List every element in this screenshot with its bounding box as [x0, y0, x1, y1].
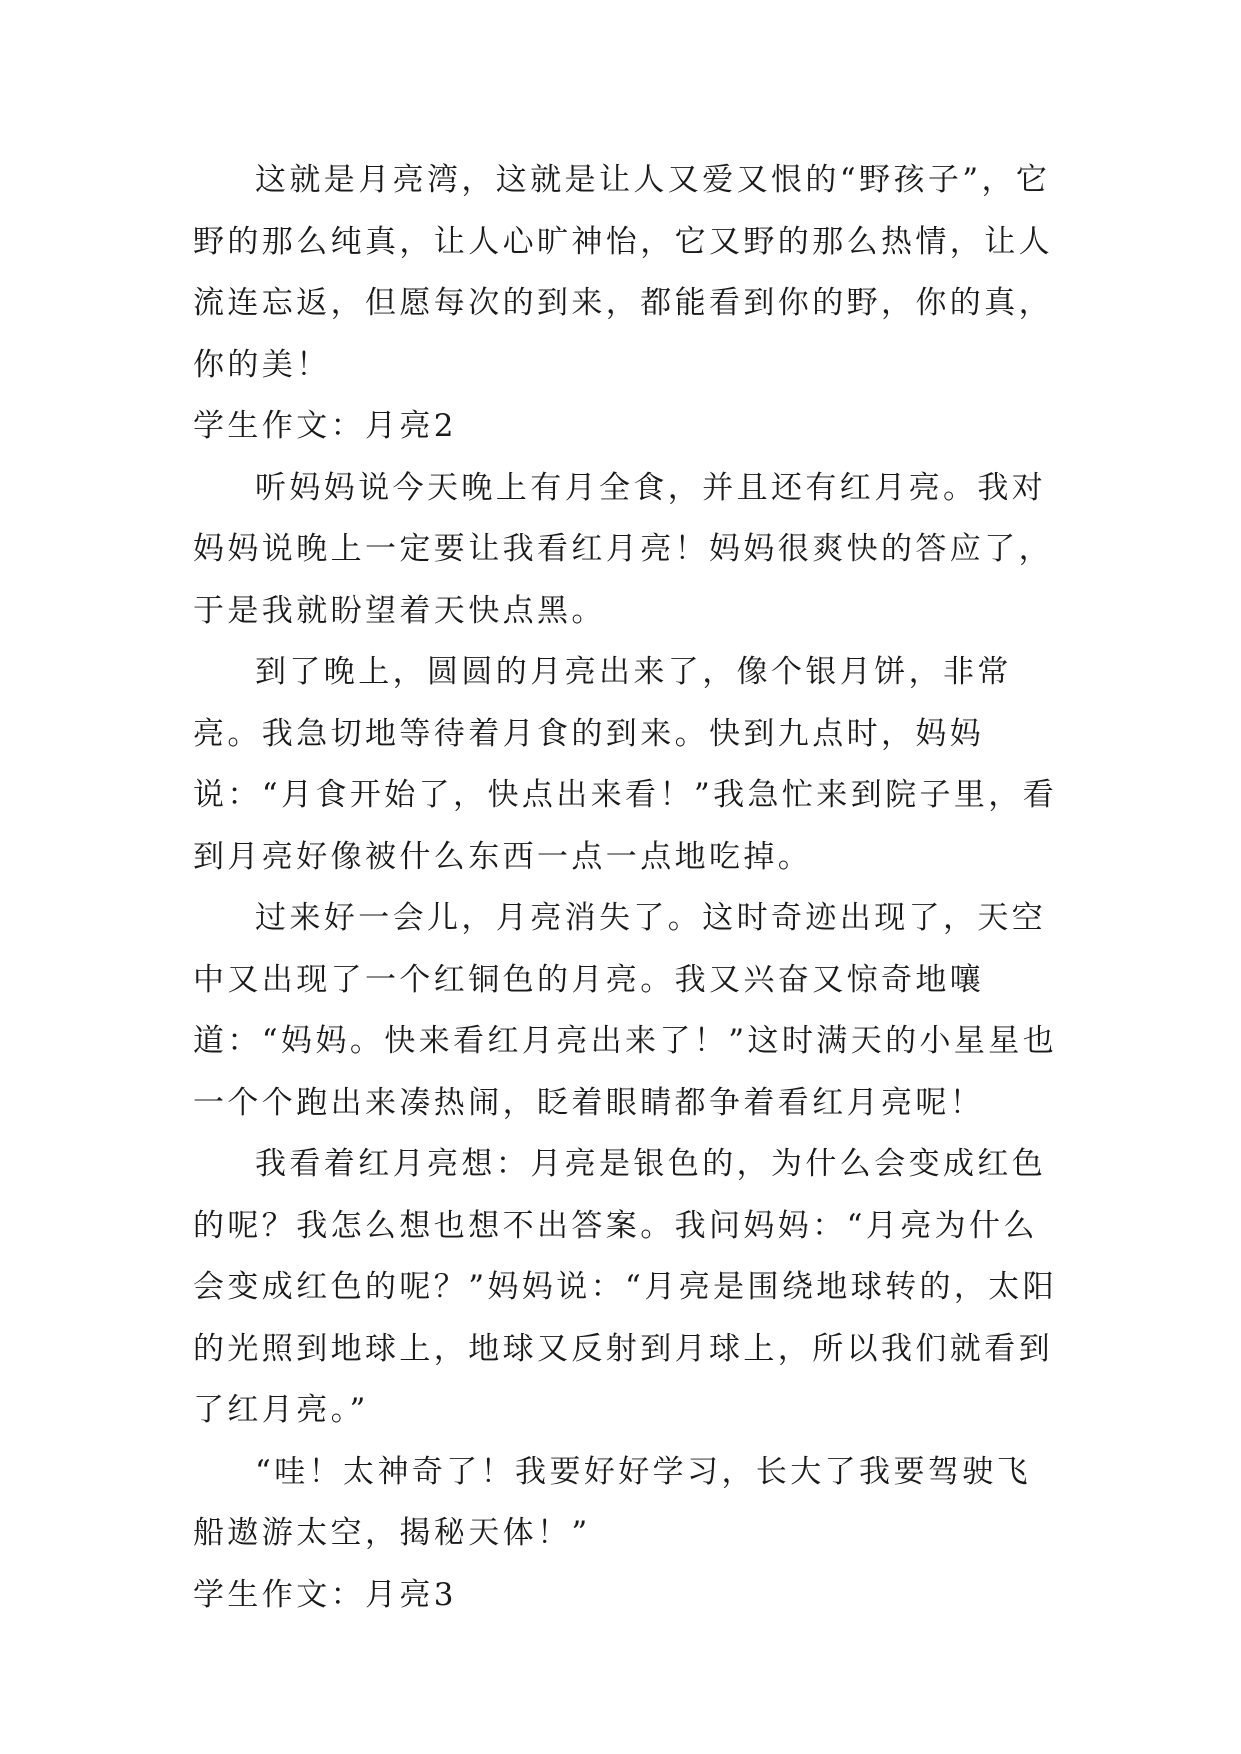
paragraph-moon-bay: 这就是月亮湾，这就是让人又爱又恨的“野孩子”，它野的那么纯真，让人心旷神怡，它又野的那么热情，让人流连忘返，但愿每次的到来，都能看到你的野，你的真，你的美！: [193, 162, 1053, 383]
paragraph-red-moon-appears: 过来好一会儿，月亮消失了。这时奇迹出现了，天空中又出现了一个红铜色的月亮。我又兴奋又惊奇地嚷道：“妈妈。快来看红月亮出来了！”这时满天的小星星也一个个跑出来凑热闹，眨着眼睛都争着看红月亮呢！: [193, 900, 1058, 1121]
section-heading-moon-3: 学生作文：月亮3: [193, 1576, 457, 1613]
paragraph-why-red: 我看着红月亮想：月亮是银色的，为什么会变成红色的呢？我怎么想也想不出答案。我问妈妈：“月亮为什么会变成红色的呢？”妈妈说：“月亮是围绕地球转的，太阳的光照到地球上，地球又反射到月球上，所以我们就看到了红月亮。”: [193, 1146, 1058, 1428]
paragraph-evening-wait: 到了晚上，圆圆的月亮出来了，像个银月饼，非常亮。我急切地等待着月食的到来。快到九点时，妈妈说：“月食开始了，快点出来看！”我急忙来到院子里，看到月亮好像被什么东西一点一点地吃掉。: [193, 654, 1058, 875]
paragraph-eclipse-news: 听妈妈说今天晚上有月全食，并且还有红月亮。我对妈妈说晚上一定要让我看红月亮！妈妈很爽快的答应了，于是我就盼望着天快点黑。: [193, 469, 1053, 629]
paragraph-aspiration: “哇！太神奇了！我要好好学习，长大了我要驾驶飞船遨游太空，揭秘天体！”: [193, 1453, 1032, 1551]
document-body: [193, 150, 1063, 1626]
section-heading-moon-2: 学生作文：月亮2: [193, 408, 457, 444]
